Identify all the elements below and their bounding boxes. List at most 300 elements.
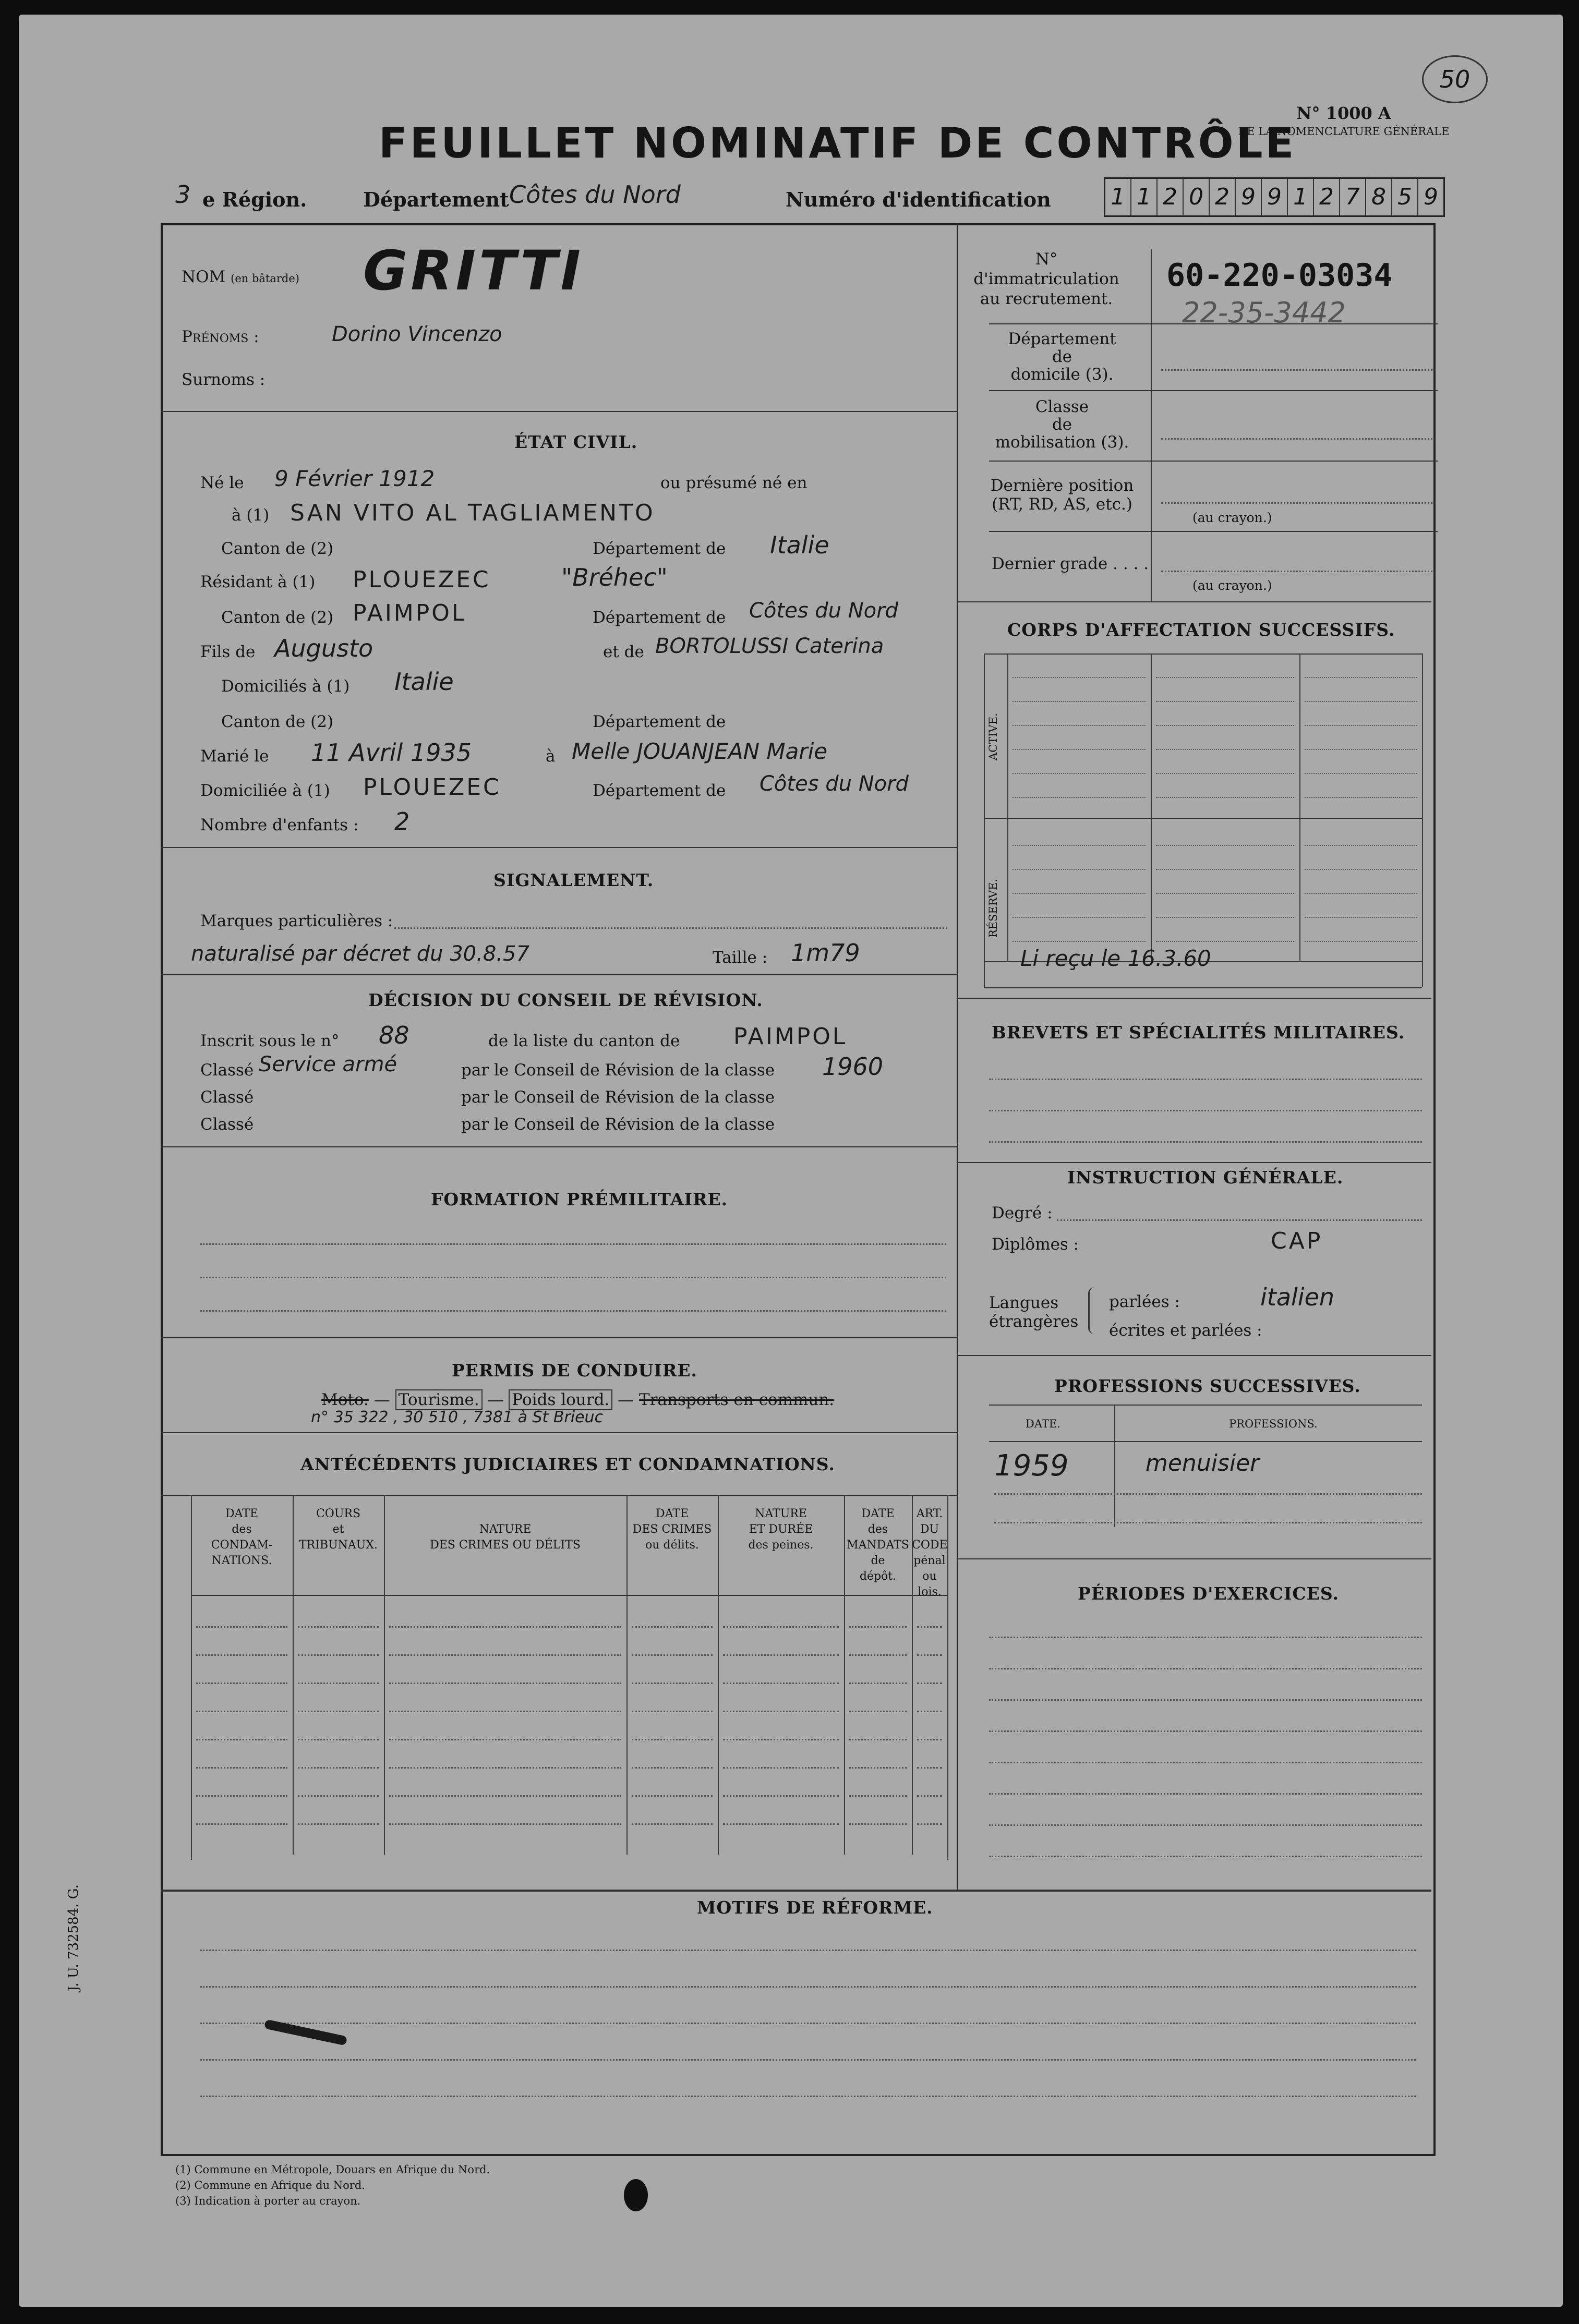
conseil-heading: DÉCISION DU CONSEIL DE RÉVISION. xyxy=(368,990,763,1010)
ecrites-label: écrites et parlées : xyxy=(1109,1321,1262,1340)
corps-row-line xyxy=(1305,917,1417,918)
etat-civil-divider xyxy=(161,847,958,848)
corps-row-line xyxy=(1305,893,1417,894)
antecedents-header-text: DATE xyxy=(225,1507,259,1520)
corps-row-line xyxy=(1156,773,1294,774)
antecedents-header-text: et xyxy=(332,1523,344,1536)
professions-heading: PROFESSIONS SUCCESSIVES. xyxy=(1054,1376,1361,1396)
id-digit-boxes xyxy=(1104,177,1445,217)
resident-extra: "Bréhec" xyxy=(561,563,668,591)
par-label-3: par le Conseil de Révision de la classe xyxy=(461,1115,775,1134)
classe-label-1: Classé xyxy=(200,1061,254,1080)
a-label: à (1) xyxy=(232,506,270,525)
side-code: J. U. 732584. G. xyxy=(66,1884,81,1991)
matricule-n: N° xyxy=(1035,250,1058,269)
antecedents-row-line xyxy=(389,1767,621,1769)
taille-label: Taille : xyxy=(713,948,768,967)
antecedents-row-line xyxy=(196,1767,287,1769)
id-digit: 9 xyxy=(1235,179,1261,215)
periodes-row-line xyxy=(989,1637,1422,1638)
classe-value: Service armé xyxy=(259,1052,397,1076)
form-sheet xyxy=(19,15,1563,2307)
dept-line xyxy=(1161,369,1432,371)
position-label xyxy=(984,476,1140,514)
taille-value: 1m79 xyxy=(791,939,860,967)
professions-line-1 xyxy=(994,1493,1422,1495)
corps-row-line xyxy=(1013,941,1146,942)
nom-sub: (en bâtarde) xyxy=(231,272,299,285)
permis-tourisme: Tourisme. xyxy=(395,1389,483,1410)
permis-heading: PERMIS DE CONDUIRE. xyxy=(452,1360,698,1381)
dept2-value: Côtes du Nord xyxy=(749,599,898,623)
dept2-label: Département de xyxy=(593,608,726,627)
antecedents-header-text: ou lois. xyxy=(918,1570,942,1599)
resident-value: PLOUEZEC xyxy=(353,566,491,593)
antecedents-row-line xyxy=(917,1683,942,1684)
antecedents-row-line xyxy=(196,1823,287,1825)
domiciliee-label: Domiciliée à (1) xyxy=(200,781,330,800)
antecedents-row-line xyxy=(298,1683,379,1684)
antecedents-header-text: des xyxy=(867,1523,888,1536)
page-number: 50 xyxy=(1422,55,1488,103)
corps-row-line xyxy=(1013,845,1146,846)
identity-divider xyxy=(161,411,958,412)
enfants-label: Nombre d'enfants : xyxy=(200,816,359,834)
canton2-label: Canton de (2) xyxy=(221,608,334,627)
corps-top xyxy=(984,653,1422,655)
page-title: FEUILLET NOMINATIF DE CONTRÔLE xyxy=(379,119,1297,167)
position-line xyxy=(1161,502,1432,504)
antecedents-row-line xyxy=(389,1739,621,1740)
antecedents-col-header xyxy=(384,1522,626,1553)
corps-row-line xyxy=(1013,677,1146,678)
professions-line-2 xyxy=(994,1522,1422,1523)
corps-row-line xyxy=(1305,725,1417,726)
periodes-row-line xyxy=(989,1668,1422,1669)
inscrit-label: Inscrit sous le n° xyxy=(200,1032,340,1050)
antecedents-row-line xyxy=(389,1795,621,1797)
matricule-vline xyxy=(1151,249,1152,601)
corps-row-line xyxy=(1305,797,1417,798)
id-digit: 1 xyxy=(1287,179,1313,215)
corps-row-line xyxy=(1013,869,1146,870)
nomenclature-sub: DE LA NOMENCLATURE GÉNÉRALE xyxy=(1238,125,1450,138)
corps-row-line xyxy=(1156,725,1294,726)
antecedents-header-text: COURS xyxy=(316,1507,361,1520)
matricule-immat: d'immatriculation xyxy=(973,270,1119,288)
brevets-line-2 xyxy=(989,1110,1422,1111)
center-divider-2 xyxy=(957,223,958,1890)
nom-label xyxy=(182,268,299,286)
nom-text: NOM xyxy=(182,268,226,286)
corps-row-line xyxy=(1156,749,1294,750)
region-value: 3 xyxy=(175,180,191,209)
conseil-divider xyxy=(161,1146,958,1147)
antecedents-header-text: des xyxy=(232,1523,252,1536)
antecedents-header-text: ART. xyxy=(916,1507,943,1520)
corps-row-line xyxy=(1305,869,1417,870)
antecedents-header-text: ET DURÉE xyxy=(749,1523,813,1536)
dept4-label: Département de xyxy=(593,781,726,800)
par-label-1: par le Conseil de Révision de la classe xyxy=(461,1061,775,1080)
antecedents-header-text: DES CRIMES OU DÉLITS xyxy=(430,1539,581,1552)
motifs-heading: MOTIFS DE RÉFORME. xyxy=(697,1897,933,1918)
motifs-top xyxy=(161,1890,1431,1892)
antecedents-row-line xyxy=(389,1823,621,1825)
dept-domicile-label xyxy=(984,330,1140,383)
antecedents-row-line xyxy=(196,1739,287,1740)
corps-row-line xyxy=(1013,749,1146,750)
departement-value: Côtes du Nord xyxy=(509,180,681,209)
formation-line-3 xyxy=(200,1310,946,1312)
position-text: Dernière position xyxy=(990,476,1134,495)
corps-note: Li reçu le 16.3.60 xyxy=(1020,946,1211,971)
naturalise-note: naturalisé par décret du 30.8.57 xyxy=(191,942,529,966)
antecedents-row-line xyxy=(849,1823,907,1825)
formation-divider xyxy=(161,1337,958,1338)
crayon-2: (au crayon.) xyxy=(1192,578,1272,593)
periodes-heading: PÉRIODES D'EXERCICES. xyxy=(1078,1583,1339,1604)
matricule-value-1: 60-220-03034 xyxy=(1166,257,1393,294)
corps-row-line xyxy=(1013,893,1146,894)
corps-col-2 xyxy=(1299,653,1300,961)
id-digit: 9 xyxy=(1417,179,1443,215)
corps-row-line xyxy=(1013,725,1146,726)
ne-le-label: Né le xyxy=(200,474,244,492)
active-label: ACTIVE. xyxy=(987,713,999,760)
ne-le-value: 9 Février 1912 xyxy=(274,466,435,491)
a-value: SAN VITO AL TAGLIAMENTO xyxy=(290,500,655,526)
corps-left xyxy=(984,653,985,987)
matricule-bottom xyxy=(957,601,1431,602)
diplomes-label: Diplômes : xyxy=(992,1235,1079,1254)
antecedents-row-line xyxy=(632,1795,713,1797)
corps-row-line xyxy=(1156,917,1294,918)
matricule-labels xyxy=(973,249,1119,309)
antecedents-row-line xyxy=(196,1683,287,1684)
corps-col-1 xyxy=(1151,653,1152,961)
domicilies-label: Domiciliés à (1) xyxy=(221,677,350,696)
antecedents-row-line xyxy=(723,1739,839,1740)
id-digit: 8 xyxy=(1365,179,1391,215)
formation-heading: FORMATION PRÉMILITAIRE. xyxy=(431,1189,728,1209)
antecedents-row-line xyxy=(298,1767,379,1769)
etat-civil-heading: ÉTAT CIVIL. xyxy=(514,432,638,452)
classe-year: 1960 xyxy=(822,1052,884,1081)
periodes-row-line xyxy=(989,1856,1422,1857)
antecedents-header-text: NATIONS. xyxy=(211,1554,272,1567)
antecedents-row-line xyxy=(632,1626,713,1628)
antecedents-row-line xyxy=(298,1823,379,1825)
dept-domicile-text: de xyxy=(1052,347,1072,366)
classe-label-2: Classé xyxy=(200,1088,254,1107)
dept-label: Département de xyxy=(593,539,726,558)
dept4-value: Côtes du Nord xyxy=(760,772,909,796)
antecedents-row-line xyxy=(298,1739,379,1740)
inscrit-value: 88 xyxy=(379,1021,409,1049)
motifs-line-3 xyxy=(200,2023,1416,2024)
antecedents-header-text: CONDAM- xyxy=(211,1539,273,1552)
classe-mobil-text: de xyxy=(1052,415,1072,434)
classe-mobil-divider xyxy=(989,461,1438,462)
prenoms-label: Prénoms : xyxy=(182,328,259,346)
signalement-divider xyxy=(161,974,958,975)
antecedents-row-line xyxy=(917,1823,942,1825)
antecedents-row-line xyxy=(196,1711,287,1712)
antecedents-row-line xyxy=(849,1711,907,1712)
antecedents-row-line xyxy=(298,1626,379,1628)
antecedents-row-line xyxy=(723,1711,839,1712)
prof-date-col: DATE. xyxy=(1026,1418,1060,1430)
dept-domicile-text: domicile (3). xyxy=(1010,365,1114,384)
corps-row-line xyxy=(1013,917,1146,918)
langues-text: Langues xyxy=(989,1293,1059,1312)
marie-value: 11 Avril 1935 xyxy=(311,739,472,767)
antecedents-header-text: MANDATS xyxy=(847,1539,909,1552)
antecedents-col-header xyxy=(844,1506,912,1584)
et-de-label: et de xyxy=(603,643,644,661)
antecedents-col-header xyxy=(293,1506,384,1553)
domicilies-value: Italie xyxy=(394,668,454,696)
id-digit: 0 xyxy=(1183,179,1209,215)
dept3-label: Département de xyxy=(593,712,726,731)
conseil-canton-value: PAIMPOL xyxy=(733,1023,848,1050)
corps-row-line xyxy=(1305,845,1417,846)
dept-domicile-divider xyxy=(989,390,1438,391)
antecedents-row-line xyxy=(723,1795,839,1797)
antecedents-row-line xyxy=(723,1654,839,1656)
parlees-value: italien xyxy=(1260,1283,1335,1311)
professions-top xyxy=(989,1405,1422,1406)
corps-section-bottom xyxy=(957,998,1431,999)
antecedents-row-line xyxy=(723,1683,839,1684)
antecedents-row-line xyxy=(723,1626,839,1628)
antecedents-row-line xyxy=(917,1654,942,1656)
id-digit: 2 xyxy=(1313,179,1339,215)
id-digit: 1 xyxy=(1111,184,1125,210)
marie-a: à xyxy=(546,747,556,766)
brevets-line-3 xyxy=(989,1141,1422,1143)
antecedents-row-line xyxy=(632,1767,713,1769)
resident-label: Résidant à (1) xyxy=(200,573,316,591)
prof-prof-col: PROFESSIONS. xyxy=(1229,1418,1318,1430)
langues-brace xyxy=(1088,1287,1098,1334)
position-divider xyxy=(989,531,1438,532)
antecedents-header-line xyxy=(191,1595,947,1596)
periodes-row-line xyxy=(989,1793,1422,1795)
permis-divider xyxy=(161,1432,958,1433)
matricule-recrut: au recrutement. xyxy=(980,289,1113,308)
antecedents-row-line xyxy=(632,1654,713,1656)
antecedents-row-line xyxy=(849,1739,907,1740)
antecedents-row-line xyxy=(632,1683,713,1684)
antecedents-row-line xyxy=(389,1683,621,1684)
antecedents-row-line xyxy=(298,1654,379,1656)
periodes-row-line xyxy=(989,1730,1422,1732)
reserve-label: RÉSERVE. xyxy=(987,878,999,938)
matricule-value-2: 22-35-3442 xyxy=(1182,296,1346,329)
marie-label: Marié le xyxy=(200,747,269,766)
classe-label-3: Classé xyxy=(200,1115,254,1134)
instruction-bottom xyxy=(957,1355,1431,1356)
corps-row-line xyxy=(1305,701,1417,702)
id-label: Numéro d'identification xyxy=(786,188,1051,211)
domiciliee-value: PLOUEZEC xyxy=(363,774,501,801)
prenoms-value: Dorino Vincenzo xyxy=(332,322,502,346)
antecedents-top-line xyxy=(161,1495,958,1496)
antecedents-row-line xyxy=(632,1739,713,1740)
antecedents-header-text: pénal xyxy=(913,1554,946,1567)
enfants-value: 2 xyxy=(394,807,410,836)
formation-line-1 xyxy=(200,1243,946,1245)
professions-header-line xyxy=(989,1441,1422,1442)
antecedents-header-text: NATURE xyxy=(755,1507,807,1520)
crayon-1: (au crayon.) xyxy=(1192,510,1272,525)
classe-mobil-text: mobilisation (3). xyxy=(995,433,1129,452)
antecedents-header-text: NATURE xyxy=(479,1523,532,1536)
antecedents-header-text: dépôt. xyxy=(859,1570,897,1583)
corps-bottom xyxy=(984,987,1422,988)
corps-row-line xyxy=(1156,701,1294,702)
corps-row-line xyxy=(1156,941,1294,942)
antecedents-row-line xyxy=(632,1823,713,1825)
footnote-2: (2) Commune en Afrique du Nord. xyxy=(175,2179,365,2192)
corps-row-line xyxy=(1013,773,1146,774)
professions-vline xyxy=(1114,1405,1115,1527)
motifs-line-1 xyxy=(200,1950,1416,1951)
corps-row-line xyxy=(1305,749,1417,750)
canton2-value: PAIMPOL xyxy=(353,600,467,626)
departement-label: Département xyxy=(363,188,509,211)
nom-value: GRITTI xyxy=(363,239,584,302)
canton-label: Canton de (2) xyxy=(221,539,334,558)
permis-value: n° 35 322 , 30 510 , 7381 à St Brieuc xyxy=(311,1408,604,1426)
permis-moto: Moto. xyxy=(321,1390,369,1409)
antecedents-header-text: ou délits. xyxy=(645,1539,699,1552)
permis-poids: Poids lourd. xyxy=(509,1389,612,1410)
antecedents-row-line xyxy=(917,1795,942,1797)
antecedents-row-line xyxy=(849,1683,907,1684)
corps-row-line xyxy=(1305,941,1417,942)
corps-row-line xyxy=(1156,797,1294,798)
antecedents-col-header xyxy=(191,1506,293,1569)
liste-label: de la liste du canton de xyxy=(488,1032,680,1050)
canton3-label: Canton de (2) xyxy=(221,712,334,731)
corps-row-line xyxy=(1013,701,1146,702)
grade-label: Dernier grade . . . . xyxy=(992,554,1149,573)
antecedents-row-line xyxy=(849,1654,907,1656)
signalement-heading: SIGNALEMENT. xyxy=(493,870,654,890)
classe-line xyxy=(1161,438,1432,440)
permis-options: Moto. — Tourisme. — Poids lourd. — Transports en commun. xyxy=(321,1390,835,1409)
profession-name-1: menuisier xyxy=(1146,1450,1260,1476)
brevets-heading: BREVETS ET SPÉCIALITÉS MILITAIRES. xyxy=(992,1022,1405,1043)
antecedents-heading: ANTÉCÉDENTS JUDICIAIRES ET CONDAMNATIONS. xyxy=(300,1454,835,1474)
id-digit: 9 xyxy=(1261,179,1287,215)
degre-line xyxy=(1057,1219,1422,1221)
antecedents-row-line xyxy=(849,1767,907,1769)
antecedents-header-text: des peines. xyxy=(748,1539,814,1552)
corps-right xyxy=(1422,653,1423,987)
antecedents-header-text: de xyxy=(871,1554,885,1567)
antecedents-row-line xyxy=(389,1711,621,1712)
antecedents-row-line xyxy=(298,1711,379,1712)
antecedents-row-line xyxy=(389,1626,621,1628)
antecedents-row-line xyxy=(632,1711,713,1712)
profession-date-1: 1959 xyxy=(994,1449,1069,1483)
corps-row-line xyxy=(1156,869,1294,870)
motifs-line-4 xyxy=(200,2059,1416,2061)
brevets-bottom xyxy=(957,1162,1431,1163)
id-digit: 2 xyxy=(1209,179,1235,215)
antecedents-row-line xyxy=(917,1626,942,1628)
motifs-line-2 xyxy=(200,1986,1416,1988)
langues-text: étrangères xyxy=(989,1312,1079,1331)
antecedents-header-text: DES CRIMES xyxy=(632,1523,712,1536)
region-label: e Région. xyxy=(202,188,307,211)
par-label-2: par le Conseil de Révision de la classe xyxy=(461,1088,775,1107)
formation-line-2 xyxy=(200,1277,946,1278)
antecedents-row-line xyxy=(196,1626,287,1628)
corps-mid xyxy=(984,818,1422,819)
matricule-divider xyxy=(989,323,1438,324)
nomenclature-number: N° 1000 A xyxy=(1296,103,1391,123)
antecedents-row-line xyxy=(917,1767,942,1769)
marie-spouse: Melle JOUANJEAN Marie xyxy=(572,739,828,764)
antecedents-col-header xyxy=(626,1506,718,1553)
id-digit: 2 xyxy=(1156,179,1183,215)
antecedents-row-line xyxy=(196,1795,287,1797)
antecedents-header-text: TRIBUNAUX. xyxy=(299,1539,378,1552)
id-digit: 1 xyxy=(1130,179,1156,215)
periodes-row-line xyxy=(989,1824,1422,1826)
brevets-line-1 xyxy=(989,1079,1422,1080)
grade-line xyxy=(1161,571,1432,572)
marques-label: Marques particulières : xyxy=(200,912,393,930)
antecedents-row-line xyxy=(723,1767,839,1769)
antecedents-header-text: DATE xyxy=(655,1507,689,1520)
corps-col-0 xyxy=(1007,653,1008,961)
fils-value: Augusto xyxy=(274,634,373,662)
antecedents-row-line xyxy=(196,1654,287,1656)
periodes-row-line xyxy=(989,1699,1422,1701)
antecedents-row-line xyxy=(849,1795,907,1797)
antecedents-row-line xyxy=(298,1795,379,1797)
corps-row-line xyxy=(1305,773,1417,774)
permis-transports: Transports en commun. xyxy=(639,1390,835,1409)
antecedents-col-header xyxy=(912,1506,947,1600)
corps-heading: CORPS D'AFFECTATION SUCCESSIFS. xyxy=(1007,620,1395,640)
et-de-value: BORTOLUSSI Caterina xyxy=(655,634,884,658)
dept-value: Italie xyxy=(770,531,829,559)
parlees-label: parlées : xyxy=(1109,1292,1180,1311)
corps-row-line xyxy=(1156,893,1294,894)
corps-row-line xyxy=(1013,797,1146,798)
corps-row-line xyxy=(1156,845,1294,846)
dept-domicile-text: Département xyxy=(1008,330,1116,348)
langues-label xyxy=(989,1293,1079,1331)
antecedents-row-line xyxy=(849,1626,907,1628)
antecedents-header-text: DATE xyxy=(861,1507,895,1520)
footnote-1: (1) Commune en Métropole, Douars en Afrique du Nord. xyxy=(175,2163,490,2176)
instruction-heading: INSTRUCTION GÉNÉRALE. xyxy=(1067,1167,1344,1188)
classe-mobil-text: Classe xyxy=(1035,397,1089,416)
presume-label: ou présumé né en xyxy=(660,474,807,492)
surnoms-label: Surnoms : xyxy=(182,370,266,389)
antecedents-row-line xyxy=(917,1711,942,1712)
degre-label: Degré : xyxy=(992,1204,1053,1222)
fils-label: Fils de xyxy=(200,643,256,661)
